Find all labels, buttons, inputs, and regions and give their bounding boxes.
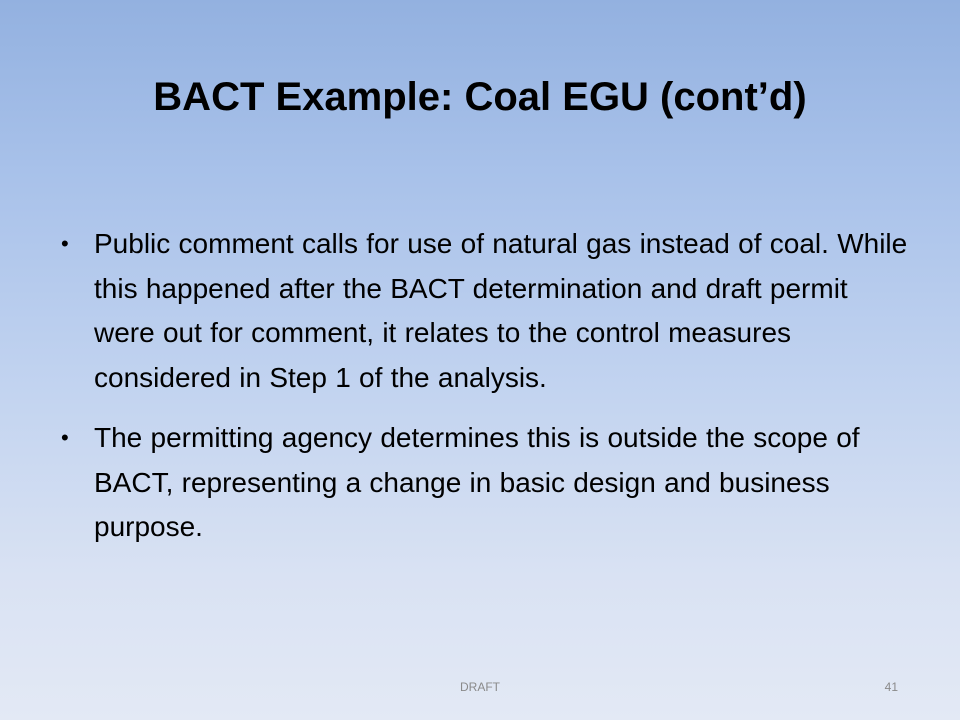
bullet-item bbox=[60, 416, 910, 550]
bullet-icon: • bbox=[61, 231, 69, 256]
slide-title: BACT Example: Coal EGU (cont’d) bbox=[153, 75, 807, 119]
bullet-text: The permitting agency determines this is outside the scope of BACT, representing a change in basic design and business purpose. bbox=[94, 422, 860, 542]
bullet-item bbox=[60, 222, 910, 400]
bullet-text: Public comment calls for use of natural gas instead of coal. While this happened after the BACT determination and draft permit were out for comment, it relates to the control measures considered in Step 1 of the analysis. bbox=[94, 228, 908, 393]
footer-draft-label: DRAFT bbox=[460, 680, 500, 694]
bullet-icon: • bbox=[61, 425, 69, 450]
slide-number: 41 bbox=[884, 680, 898, 694]
bullet-list bbox=[60, 222, 910, 566]
